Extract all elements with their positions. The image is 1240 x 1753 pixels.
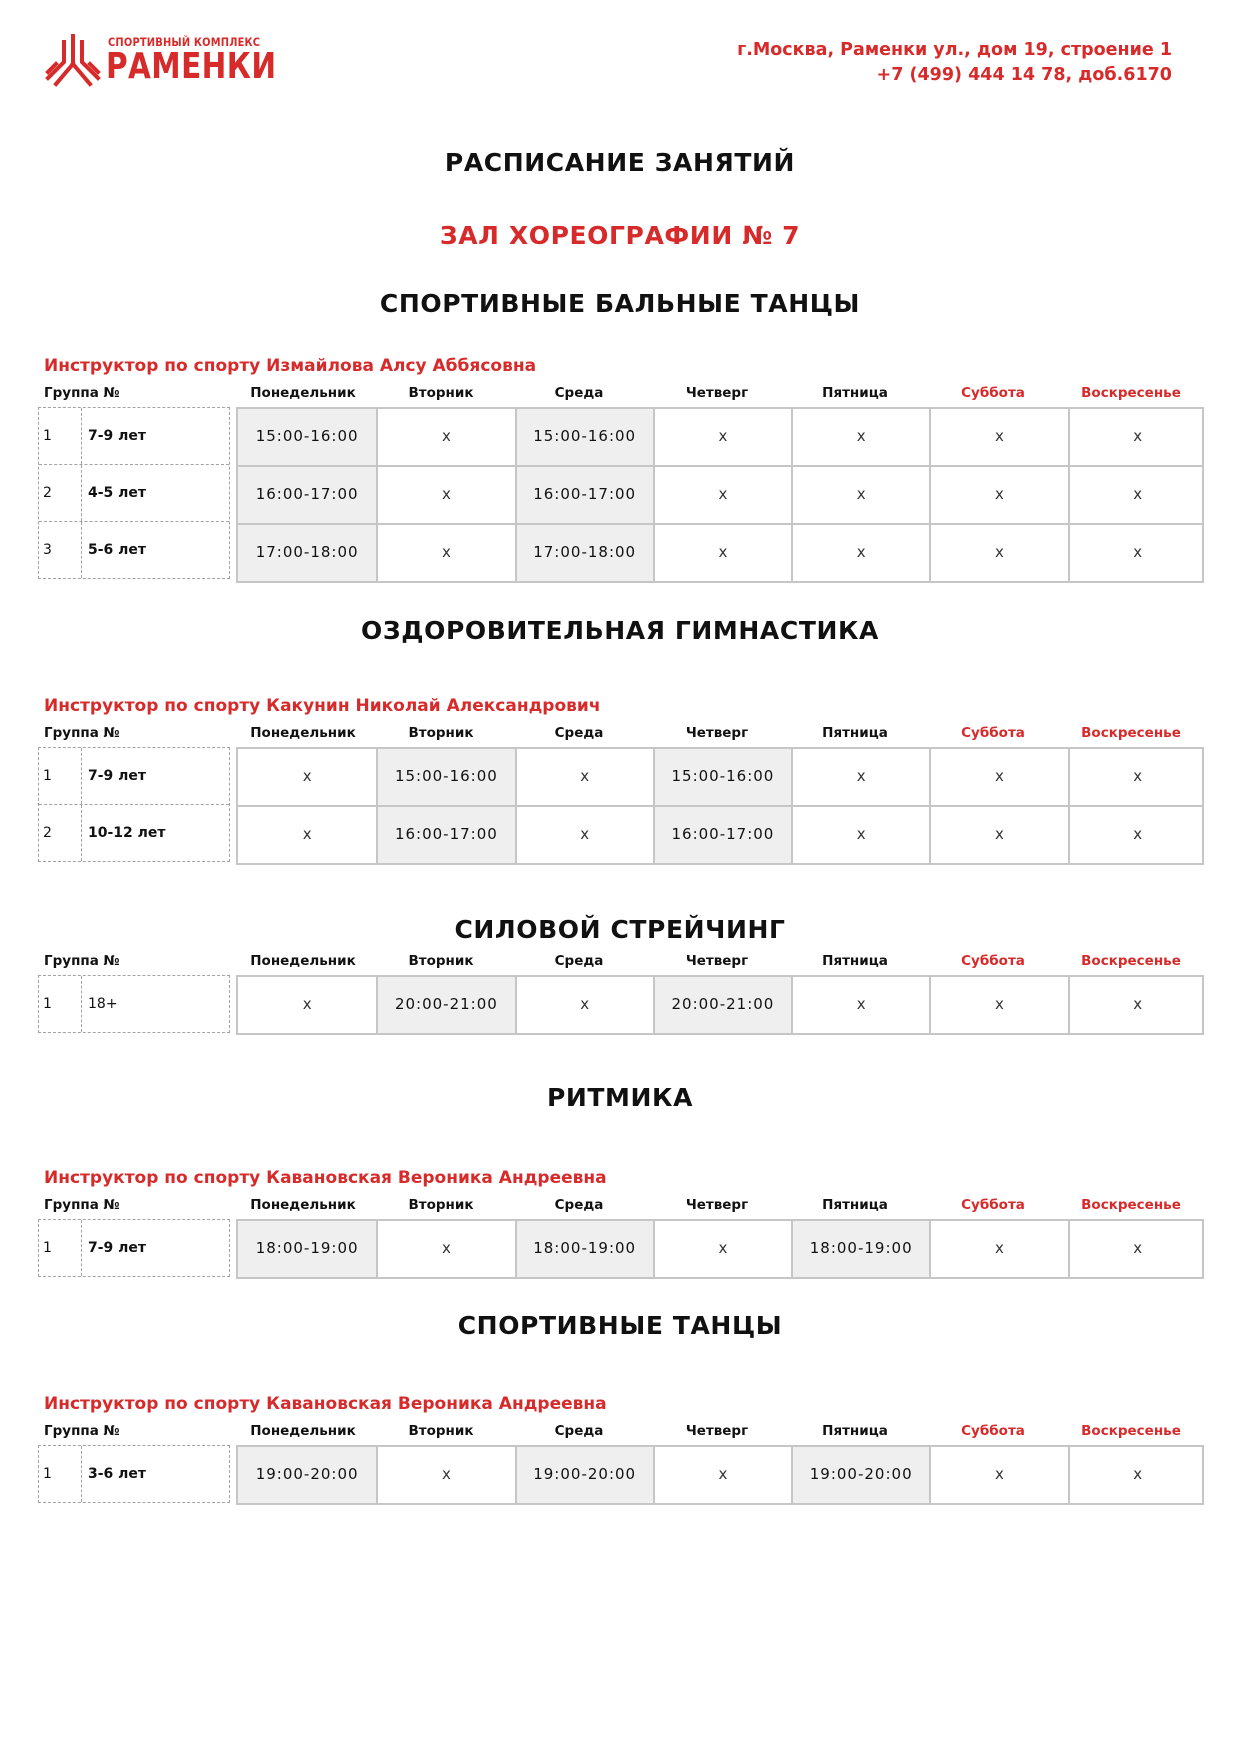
group-row bbox=[39, 464, 229, 521]
table-row bbox=[238, 409, 1202, 465]
logo-caption: СПОРТИВНЫЙ КОМПЛЕКС bbox=[108, 35, 261, 49]
day-header: Воскресенье bbox=[1081, 385, 1181, 401]
empty-cell: x bbox=[653, 525, 791, 581]
day-header: Вторник bbox=[408, 953, 474, 969]
day-header: Суббота bbox=[961, 1197, 1025, 1213]
day-header: Вторник bbox=[408, 725, 474, 741]
day-header: Пятница bbox=[822, 725, 888, 741]
day-header: Суббота bbox=[961, 385, 1025, 401]
empty-cell: x bbox=[376, 1447, 514, 1503]
empty-cell: x bbox=[929, 1447, 1067, 1503]
hall-title: ЗАЛ ХОРЕОГРАФИИ № 7 bbox=[439, 221, 801, 250]
empty-cell: x bbox=[791, 807, 929, 863]
contacts bbox=[737, 38, 1172, 88]
empty-cell: x bbox=[791, 409, 929, 465]
table-row bbox=[238, 749, 1202, 805]
group-number: 1 bbox=[43, 996, 52, 1012]
empty-cell: x bbox=[302, 995, 312, 1013]
day-header: Четверг bbox=[685, 953, 749, 969]
day-header: Воскресенье bbox=[1081, 1197, 1181, 1213]
empty-cell: x bbox=[1068, 467, 1206, 523]
day-header: Понедельник bbox=[250, 1197, 356, 1213]
group-number: 1 bbox=[43, 428, 52, 444]
table-header bbox=[0, 1423, 1240, 1441]
group-age: 7-9 лет bbox=[88, 1240, 147, 1256]
logo bbox=[44, 34, 284, 94]
day-header: Пятница bbox=[822, 1197, 888, 1213]
time-slot-cell: 16:00-17:00 bbox=[653, 807, 791, 863]
time-slot-cell: 17:00-18:00 bbox=[238, 525, 376, 581]
empty-cell: x bbox=[1068, 749, 1206, 805]
group-age: 4-5 лет bbox=[88, 485, 147, 501]
day-header: Воскресенье bbox=[1081, 725, 1181, 741]
group-number: 1 bbox=[43, 1466, 52, 1482]
page-title: РАСПИСАНИЕ ЗАНЯТИЙ bbox=[444, 148, 796, 177]
group-table bbox=[38, 1219, 230, 1277]
table-header bbox=[0, 1197, 1240, 1215]
group-row bbox=[39, 408, 229, 464]
day-header: Среда bbox=[554, 953, 604, 969]
time-slot-cell: 19:00-20:00 bbox=[791, 1447, 929, 1503]
empty-cell: x bbox=[653, 1447, 791, 1503]
empty-cell: x bbox=[653, 467, 791, 523]
instructor-name: Инструктор по спорту Какунин Николай Александрович bbox=[44, 696, 601, 716]
table-row bbox=[238, 977, 1202, 1033]
time-slot-cell: 15:00-16:00 bbox=[238, 409, 376, 465]
time-slot-cell: 16:00-17:00 bbox=[376, 807, 514, 863]
empty-cell: x bbox=[376, 525, 514, 581]
day-header: Понедельник bbox=[250, 725, 356, 741]
divider bbox=[81, 465, 82, 521]
days-table bbox=[236, 1219, 1204, 1279]
day-header: Среда bbox=[554, 1197, 604, 1213]
days-table bbox=[236, 1445, 1204, 1505]
address: г.Москва, Раменки ул., дом 19, строение 1 bbox=[737, 40, 1172, 60]
empty-cell: x bbox=[302, 825, 312, 843]
empty-cell: x bbox=[929, 977, 1067, 1033]
days-table bbox=[236, 407, 1204, 583]
group-number: 1 bbox=[43, 1240, 52, 1256]
group-age: 7-9 лет bbox=[88, 768, 147, 784]
group-table bbox=[38, 975, 230, 1033]
time-slot-cell: 18:00-19:00 bbox=[515, 1221, 653, 1277]
complex-logo-icon bbox=[44, 34, 102, 92]
day-header: Среда bbox=[554, 725, 604, 741]
empty-cell: x bbox=[1068, 977, 1206, 1033]
day-header: Понедельник bbox=[250, 1423, 356, 1439]
time-slot-cell: 20:00-21:00 bbox=[376, 977, 514, 1033]
table-header bbox=[0, 953, 1240, 971]
day-header: Суббота bbox=[961, 953, 1025, 969]
divider bbox=[81, 1220, 82, 1276]
instructor-name: Инструктор по спорту Измайлова Алсу Аббясовна bbox=[44, 356, 537, 376]
empty-cell: x bbox=[1068, 807, 1206, 863]
divider bbox=[81, 522, 82, 578]
section-title: ОЗДОРОВИТЕЛЬНАЯ ГИМНАСТИКА bbox=[361, 616, 879, 645]
divider bbox=[81, 805, 82, 861]
day-header: Суббота bbox=[961, 725, 1025, 741]
empty-cell: x bbox=[791, 749, 929, 805]
group-row bbox=[39, 521, 229, 578]
group-number: 3 bbox=[43, 542, 52, 558]
empty-cell: x bbox=[929, 467, 1067, 523]
time-slot-cell: 20:00-21:00 bbox=[653, 977, 791, 1033]
group-table bbox=[38, 407, 230, 579]
day-header: Четверг bbox=[685, 1423, 749, 1439]
empty-cell: x bbox=[791, 977, 929, 1033]
empty-cell: x bbox=[515, 749, 653, 805]
empty-cell: x bbox=[376, 409, 514, 465]
day-header: Четверг bbox=[685, 385, 749, 401]
empty-cell: x bbox=[1068, 1221, 1206, 1277]
day-header: Воскресенье bbox=[1081, 1423, 1181, 1439]
group-column-header: Группа № bbox=[44, 725, 120, 741]
group-age: 3-6 лет bbox=[88, 1466, 147, 1482]
day-header: Понедельник bbox=[250, 385, 356, 401]
empty-cell: x bbox=[1068, 409, 1206, 465]
table-header bbox=[0, 385, 1240, 403]
group-row bbox=[39, 804, 229, 861]
group-number: 2 bbox=[43, 485, 52, 501]
section-title: СПОРТИВНЫЕ БАЛЬНЫЕ ТАНЦЫ bbox=[379, 289, 861, 318]
group-column-header: Группа № bbox=[44, 1423, 120, 1439]
table-row bbox=[238, 1221, 1202, 1277]
day-header: Вторник bbox=[408, 385, 474, 401]
time-slot-cell: 15:00-16:00 bbox=[376, 749, 514, 805]
day-header: Пятница bbox=[822, 953, 888, 969]
day-header: Вторник bbox=[408, 1423, 474, 1439]
empty-cell: x bbox=[929, 807, 1067, 863]
day-header: Пятница bbox=[822, 385, 888, 401]
time-slot-cell: 15:00-16:00 bbox=[515, 409, 653, 465]
empty-cell: x bbox=[929, 525, 1067, 581]
empty-cell: x bbox=[1068, 1447, 1206, 1503]
days-table bbox=[236, 975, 1204, 1035]
empty-cell: x bbox=[515, 977, 653, 1033]
empty-cell: x bbox=[791, 525, 929, 581]
table-row bbox=[238, 805, 1202, 863]
group-row bbox=[39, 976, 229, 1032]
days-table bbox=[236, 747, 1204, 865]
divider bbox=[81, 748, 82, 804]
group-table bbox=[38, 1445, 230, 1503]
group-table bbox=[38, 747, 230, 862]
table-header bbox=[0, 725, 1240, 743]
empty-cell: x bbox=[1068, 525, 1206, 581]
time-slot-cell: 18:00-19:00 bbox=[791, 1221, 929, 1277]
group-age: 7-9 лет bbox=[88, 428, 147, 444]
group-column-header: Группа № bbox=[44, 1197, 120, 1213]
table-row bbox=[238, 523, 1202, 581]
empty-cell: x bbox=[376, 1221, 514, 1277]
day-header: Суббота bbox=[961, 1423, 1025, 1439]
group-number: 2 bbox=[43, 825, 52, 841]
time-slot-cell: 16:00-17:00 bbox=[238, 467, 376, 523]
divider bbox=[81, 976, 82, 1032]
empty-cell: x bbox=[302, 767, 312, 785]
table-row bbox=[238, 465, 1202, 523]
group-age: 5-6 лет bbox=[88, 542, 147, 558]
empty-cell: x bbox=[653, 1221, 791, 1277]
day-header: Пятница bbox=[822, 1423, 888, 1439]
group-number: 1 bbox=[43, 768, 52, 784]
day-header: Понедельник bbox=[250, 953, 356, 969]
group-row bbox=[39, 748, 229, 804]
group-column-header: Группа № bbox=[44, 953, 120, 969]
divider bbox=[81, 408, 82, 464]
day-header: Вторник bbox=[408, 1197, 474, 1213]
time-slot-cell: 16:00-17:00 bbox=[515, 467, 653, 523]
empty-cell: x bbox=[929, 409, 1067, 465]
empty-cell: x bbox=[653, 409, 791, 465]
section-title: СИЛОВОЙ СТРЕЙЧИНГ bbox=[454, 915, 786, 944]
time-slot-cell: 19:00-20:00 bbox=[515, 1447, 653, 1503]
time-slot-cell: 18:00-19:00 bbox=[238, 1221, 376, 1277]
day-header: Воскресенье bbox=[1081, 953, 1181, 969]
empty-cell: x bbox=[791, 467, 929, 523]
instructor-name: Инструктор по спорту Кавановская Вероника Андреевна bbox=[44, 1394, 607, 1414]
group-age: 18+ bbox=[88, 996, 118, 1012]
instructor-name: Инструктор по спорту Кавановская Вероника Андреевна bbox=[44, 1168, 607, 1188]
time-slot-cell: 19:00-20:00 bbox=[238, 1447, 376, 1503]
table-row bbox=[238, 1447, 1202, 1503]
group-row bbox=[39, 1446, 229, 1502]
logo-name: РАМЕНКИ bbox=[106, 46, 277, 87]
empty-cell: x bbox=[929, 749, 1067, 805]
group-row bbox=[39, 1220, 229, 1276]
section-title: РИТМИКА bbox=[546, 1083, 694, 1112]
section-title: СПОРТИВНЫЕ ТАНЦЫ bbox=[457, 1311, 783, 1340]
day-header: Среда bbox=[554, 385, 604, 401]
phone: +7 (499) 444 14 78, доб.6170 bbox=[876, 65, 1172, 85]
group-column-header: Группа № bbox=[44, 385, 120, 401]
time-slot-cell: 15:00-16:00 bbox=[653, 749, 791, 805]
time-slot-cell: 17:00-18:00 bbox=[515, 525, 653, 581]
day-header: Четверг bbox=[685, 725, 749, 741]
divider bbox=[81, 1446, 82, 1502]
group-age: 10-12 лет bbox=[88, 825, 166, 841]
empty-cell: x bbox=[929, 1221, 1067, 1277]
empty-cell: x bbox=[515, 807, 653, 863]
day-header: Четверг bbox=[685, 1197, 749, 1213]
empty-cell: x bbox=[376, 467, 514, 523]
day-header: Среда bbox=[554, 1423, 604, 1439]
